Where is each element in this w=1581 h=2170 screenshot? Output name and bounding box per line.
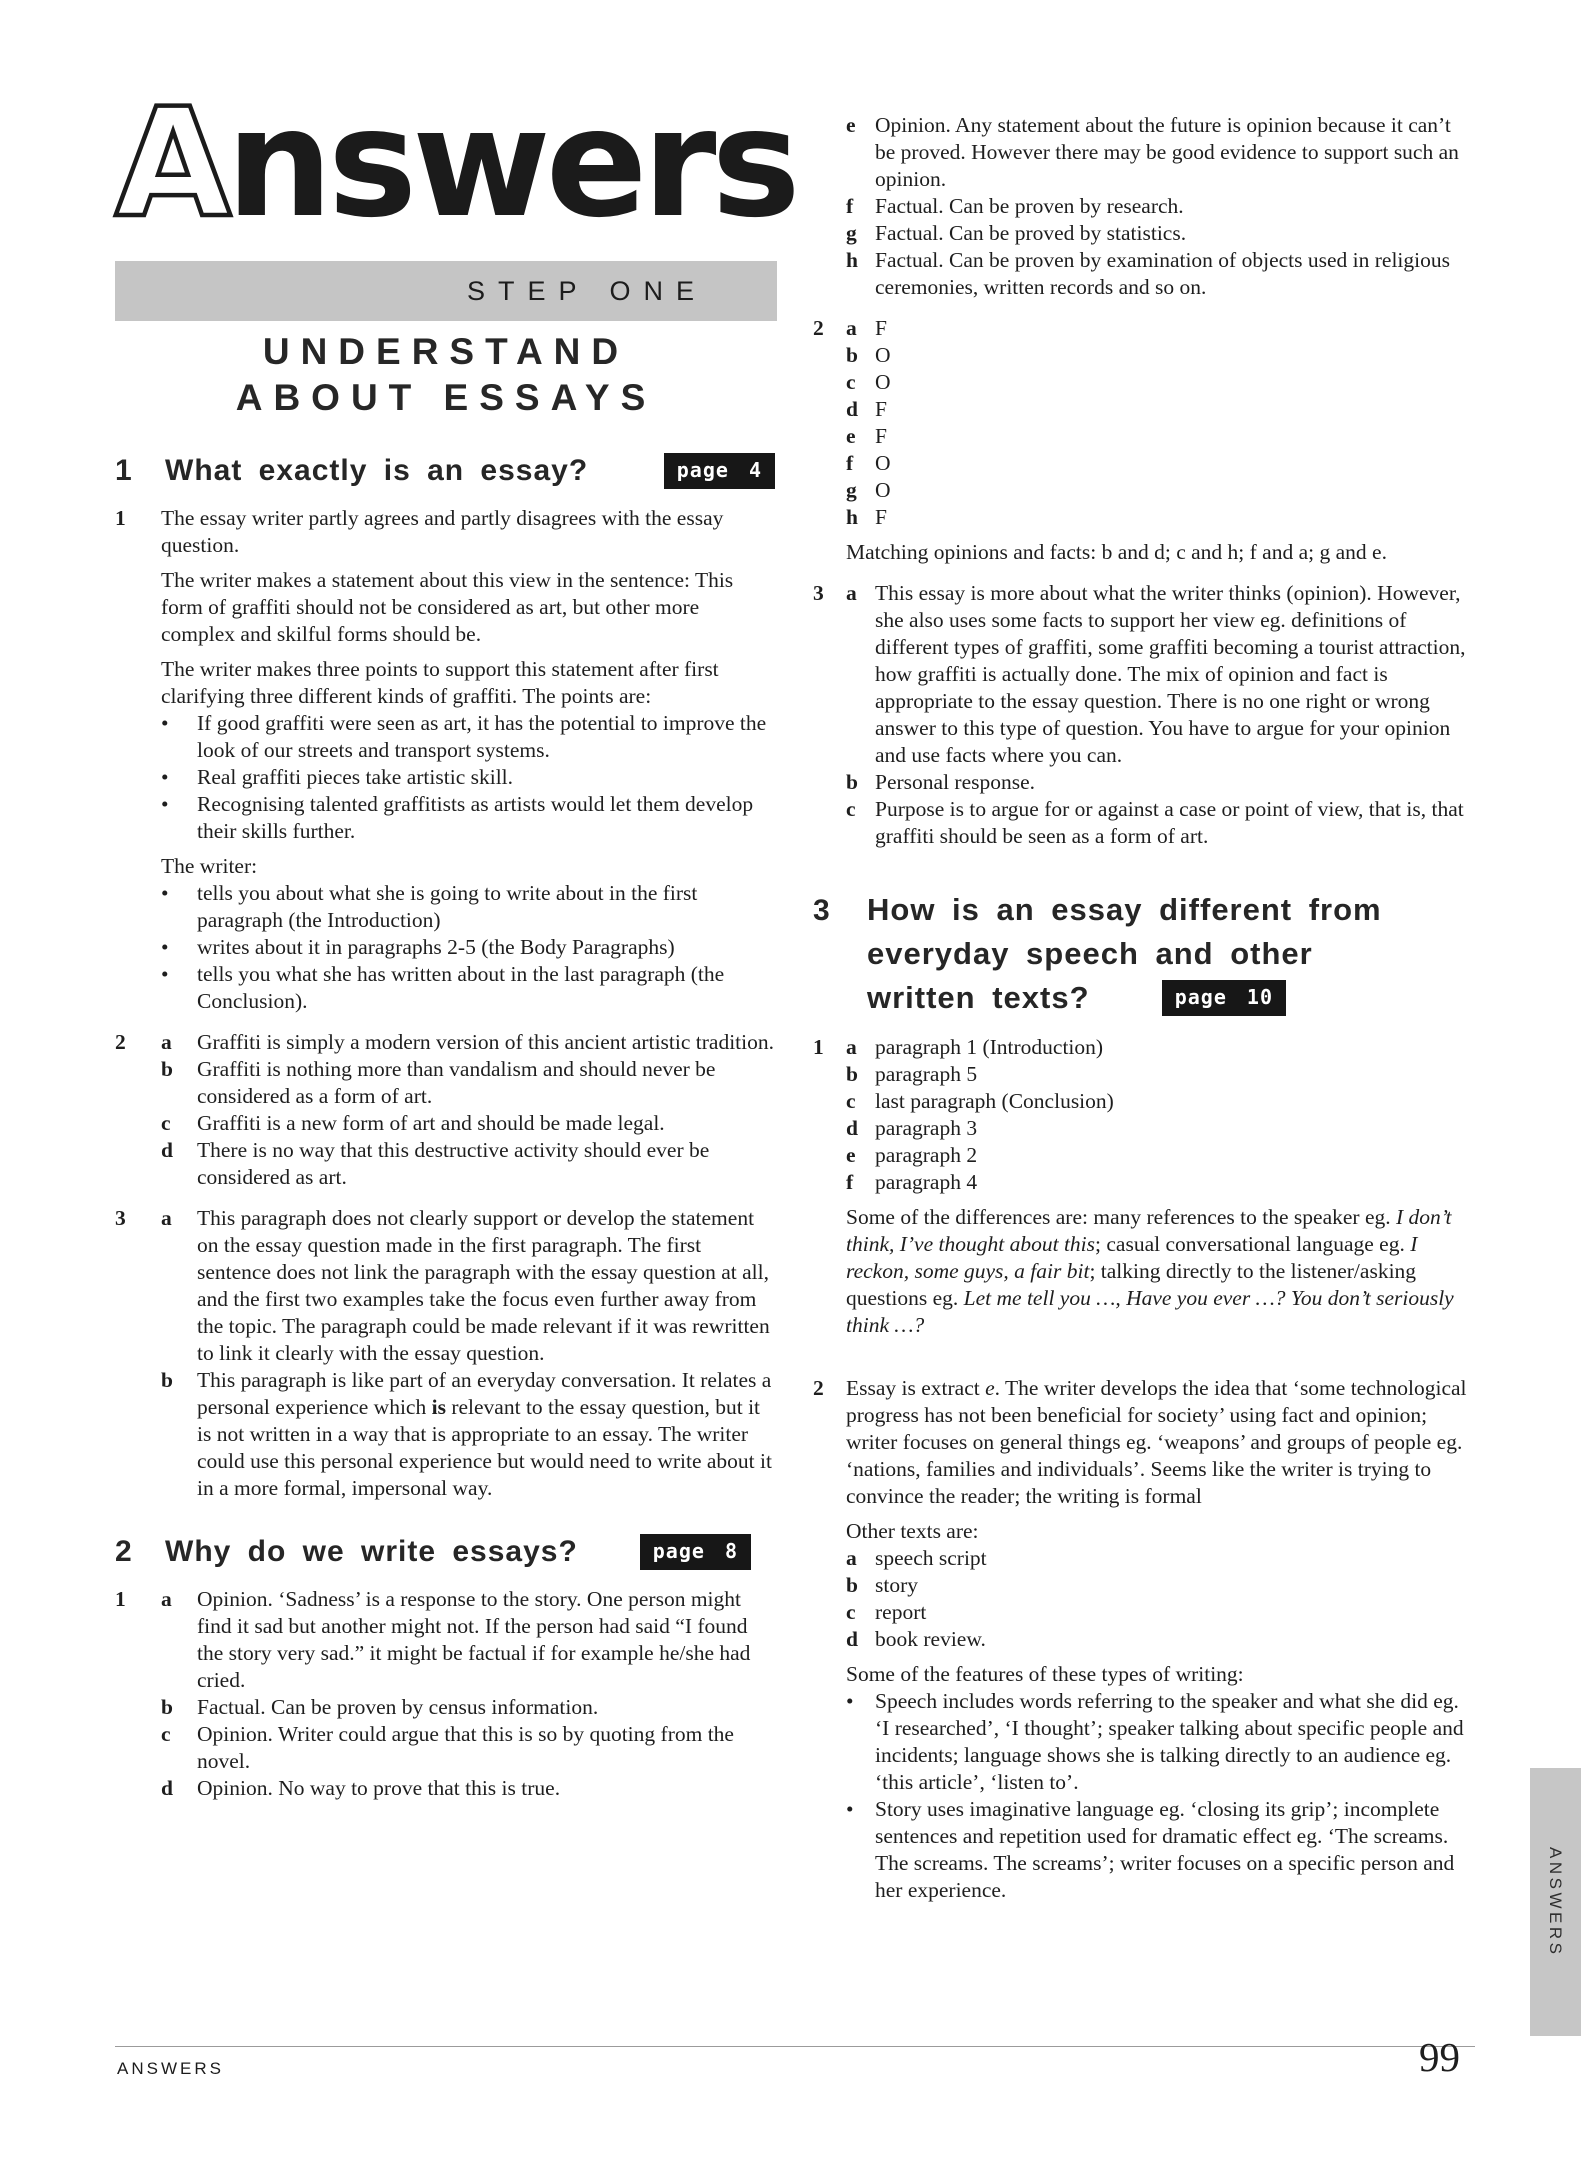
answer-paragraph: Essay is extract e. The writer develops the idea that ‘some technological progress has not been beneficial for society’ using fact and opinion; writer focuses on general things eg. ‘weapons’ and groups of people eg. ‘nations, families and individuals’. Seems like the writer is trying to convince the reader; the writing is formal	[846, 1375, 1467, 1508]
answer-item-2-3	[813, 580, 1475, 850]
item-number: 1	[813, 1035, 824, 1059]
answer-text: paragraph 3	[875, 1116, 978, 1140]
page-badge: page 10	[1162, 980, 1286, 1016]
item-number	[813, 112, 846, 301]
answer-value: O	[875, 343, 891, 367]
item-number: 2	[813, 1375, 824, 1400]
item-number: 3	[813, 581, 824, 605]
fact-opinion-row-e	[846, 423, 1475, 450]
answer-paragraph: Other texts are:	[846, 1518, 979, 1543]
letter-label: b	[161, 1695, 173, 1719]
letter-label: f	[846, 1170, 854, 1194]
side-tab-label: ANSWERS	[1546, 1846, 1565, 1958]
letter-label: a	[846, 1035, 857, 1059]
answer-text: Factual. Can be proven by census information.	[197, 1695, 599, 1719]
answer-text: This paragraph does not clearly support or develop the statement on the essay question made in the first paragraph. The first sentence does not link the paragraph with the essay question at all, and the first two examples take the focus even further away from the topic. The paragraph could be made relevant if it was rewritten to link it clearly with the essay question.	[197, 1206, 770, 1365]
bullet-item	[161, 710, 777, 764]
bullet-text: tells you about what she is going to write about in the first paragraph (the Introduction)	[197, 881, 698, 932]
answer-row-d	[161, 1137, 777, 1191]
answers-side-tab	[1530, 1768, 1581, 2036]
item-body	[846, 580, 1475, 850]
fact-opinion-row-c	[846, 369, 1475, 396]
answer-value: O	[875, 478, 891, 502]
answer-item-1-2	[115, 1029, 777, 1191]
answer-text: paragraph 5	[875, 1062, 978, 1086]
answer-row-a	[846, 580, 1475, 769]
fact-opinion-row-a	[846, 315, 1475, 342]
letter-label: f	[846, 451, 854, 475]
answer-text: Purpose is to argue for or against a case or point of view, that is, that graffiti should be seen as a form of art.	[875, 797, 1464, 848]
letter-label: a	[161, 1030, 172, 1054]
section-3-heading	[813, 888, 1475, 1020]
bullet-item	[846, 1796, 1475, 1904]
fact-opinion-row-f	[846, 450, 1475, 477]
answer-text: Graffiti is a new form of art and should be made legal.	[197, 1111, 665, 1135]
answer-item-1-1	[115, 505, 777, 1015]
letter-label: e	[846, 424, 856, 448]
page-badge: page 8	[640, 1534, 751, 1570]
bullet-icon: •	[846, 1688, 854, 1713]
differences-note: Some of the differences are: many references to the speaker eg. I don’t think, I’ve thought about this; casual conversational language eg. I reckon, some guys, a fair bit; talking directly to the listener/asking questions eg. Let me tell you …, Have you ever …? You don’t seriously think …?	[846, 1205, 1454, 1337]
bullet-item	[846, 1688, 1475, 1796]
section-number: 3	[813, 894, 831, 927]
item-body	[161, 1205, 777, 1502]
bullet-text: Recognising talented graffitists as artists would let them develop their skills further.	[197, 792, 754, 843]
letter-label: g	[846, 221, 857, 245]
bullet-icon: •	[161, 962, 169, 986]
answer-text: There is no way that this destructive activity should ever be considered as art.	[197, 1138, 710, 1189]
item-number: 2	[115, 1030, 126, 1054]
item-number: 1	[115, 506, 126, 530]
letter-label: b	[846, 343, 858, 367]
letter-label: b	[846, 1572, 858, 1597]
bullet-icon: •	[161, 881, 169, 905]
item-body	[161, 1029, 777, 1191]
letter-label: c	[846, 797, 856, 821]
answer-row-a	[161, 1205, 777, 1367]
answer-row-c	[846, 796, 1475, 850]
answer-row-c	[161, 1110, 777, 1137]
answer-row-h	[846, 247, 1475, 301]
right-column	[813, 112, 1475, 1904]
left-column	[115, 77, 796, 1802]
answer-item-2-1	[115, 1586, 777, 1802]
answer-value: F	[875, 505, 887, 529]
bullet-text: Speech includes words referring to the speaker and what she did eg. ‘I researched’, ‘I thought’; speaker talking about specific people and incidents; language shows she is talking directly to an audience eg. ‘this article’, ‘listen to’.	[875, 1688, 1464, 1794]
letter-label: b	[161, 1057, 173, 1081]
section-title-line3-row	[867, 976, 1475, 1020]
matching-note: Matching opinions and facts: b and d; c and h; f and a; g and e.	[846, 540, 1387, 564]
answer-item-1-3	[115, 1205, 777, 1502]
answer-text: Factual. Can be proven by research.	[875, 194, 1184, 218]
letter-label: a	[161, 1206, 172, 1230]
letter-label: e	[846, 113, 856, 137]
step-banner	[115, 261, 777, 321]
letter-label: a	[161, 1587, 172, 1611]
answer-row-b	[161, 1694, 777, 1721]
title-outlined-letter: A	[115, 77, 227, 251]
bullet-item	[161, 764, 777, 791]
answer-text: paragraph 2	[875, 1143, 978, 1167]
answer-row-a	[161, 1586, 777, 1694]
item-number: 3	[115, 1206, 126, 1230]
item-body	[846, 315, 1475, 566]
page-title	[115, 77, 796, 251]
answer-text: Opinion. ‘Sadness’ is a response to the story. One person might find it sad but another might not. If the person had said “I found the story very sad.” it might be factual if for example he/she had cried.	[197, 1587, 751, 1692]
answer-row-a	[846, 1034, 1475, 1061]
letter-label: h	[846, 248, 858, 272]
answer-value: F	[875, 397, 887, 421]
answer-paragraph: The writer makes a statement about this view in the sentence: This form of graffiti should not be considered as art, but other more complex and skilful forms should be.	[161, 568, 734, 646]
answer-text: Opinion. Writer could argue that this is so by quoting from the novel.	[197, 1722, 734, 1773]
answer-text: Factual. Can be proven by examination of objects used in religious ceremonies, written records and so on.	[875, 248, 1450, 299]
letter-label: d	[161, 1776, 173, 1800]
answer-row-d	[846, 1626, 1475, 1653]
answer-text: Opinion. No way to prove that this is true.	[197, 1776, 561, 1800]
answer-row-f	[846, 1169, 1475, 1196]
answer-item-3-2	[813, 1375, 1475, 1904]
bullet-text: tells you what she has written about in the last paragraph (the Conclusion).	[197, 962, 725, 1013]
answer-text: Personal response.	[875, 770, 1036, 794]
answer-paragraph: The essay writer partly agrees and partly disagrees with the essay question.	[161, 506, 724, 557]
answer-row-d	[161, 1775, 777, 1802]
footer-rule	[115, 2046, 1475, 2047]
answer-row-b	[161, 1367, 777, 1502]
item-body	[846, 112, 1475, 301]
section-2-heading	[115, 1532, 777, 1572]
item-body	[846, 1034, 1475, 1361]
answer-row-c	[161, 1721, 777, 1775]
item-number: 2	[813, 316, 824, 340]
answer-text: last paragraph (Conclusion)	[875, 1089, 1114, 1113]
answer-text: Factual. Can be proved by statistics.	[875, 221, 1187, 245]
letter-label: d	[846, 1116, 858, 1140]
bullet-item	[161, 791, 777, 845]
answer-item-2-2	[813, 315, 1475, 566]
answer-paragraph: The writer:	[161, 854, 258, 878]
fact-opinion-row-b	[846, 342, 1475, 369]
bullet-text: If good graffiti were seen as art, it has the potential to improve the look of our streets and transport systems.	[197, 711, 767, 762]
answer-paragraph: Some of the features of these types of writing:	[846, 1661, 1244, 1686]
page-badge: page 4	[664, 453, 775, 489]
letter-label: c	[161, 1111, 171, 1135]
answer-row-b	[161, 1056, 777, 1110]
bullet-icon: •	[161, 792, 169, 816]
section-title	[867, 888, 1475, 1020]
answer-row-c	[846, 1088, 1475, 1115]
fact-opinion-row-h	[846, 504, 1475, 531]
answer-item-2-1-cont	[813, 112, 1475, 301]
answer-row-e	[846, 1142, 1475, 1169]
title-rest: nswers	[226, 77, 796, 251]
unit-heading-line1: UNDERSTAND	[262, 331, 630, 372]
answer-text: Opinion. Any statement about the future is opinion because it can’t be proved. However there may be good evidence to support such an opinion.	[875, 113, 1459, 191]
letter-label: a	[846, 316, 857, 340]
bullet-icon: •	[161, 765, 169, 789]
letter-label: b	[161, 1368, 173, 1392]
fact-opinion-row-d	[846, 396, 1475, 423]
answer-text: book review.	[875, 1626, 986, 1651]
answer-item-3-1	[813, 1034, 1475, 1361]
fact-opinion-row-g	[846, 477, 1475, 504]
letter-label: b	[846, 1062, 858, 1086]
letter-label: g	[846, 478, 857, 502]
section-title: Why do we write essays?	[165, 1535, 578, 1568]
answer-value: O	[875, 451, 891, 475]
unit-heading-line2: ABOUT ESSAYS	[235, 377, 657, 418]
answer-row-g	[846, 220, 1475, 247]
letter-label: b	[846, 770, 858, 794]
letter-label: c	[846, 1089, 856, 1113]
letter-label: d	[161, 1138, 173, 1162]
letter-label: a	[846, 581, 857, 605]
answer-text: Graffiti is simply a modern version of this ancient artistic tradition.	[197, 1030, 774, 1054]
answer-row-d	[846, 1115, 1475, 1142]
letter-label: c	[846, 1599, 856, 1624]
section-title-line2: everyday speech and other	[867, 936, 1313, 971]
bullet-icon: •	[161, 935, 169, 959]
answer-text: This paragraph is like part of an everyday conversation. It relates a personal experience which is relevant to the essay question, but it is not written in a way that is appropriate to an essay. The writer could use this personal experience but would need to write about it in a more formal, impersonal way.	[197, 1368, 772, 1500]
answer-row-a	[846, 1545, 1475, 1572]
answer-text: story	[875, 1572, 918, 1597]
item-number: 1	[115, 1587, 126, 1611]
answer-row-b	[846, 1572, 1475, 1599]
footer-running-head: ANSWERS	[117, 2059, 224, 2078]
letter-label: c	[161, 1722, 171, 1746]
answer-row-b	[846, 1061, 1475, 1088]
answer-row-c	[846, 1599, 1475, 1626]
bullet-text: writes about it in paragraphs 2-5 (the Body Paragraphs)	[197, 935, 675, 959]
bullet-item	[161, 961, 777, 1015]
bullet-icon: •	[161, 711, 169, 735]
item-body	[846, 1375, 1475, 1904]
bullet-icon: •	[846, 1796, 854, 1821]
section-1-heading	[115, 451, 777, 491]
bullet-text: Real graffiti pieces take artistic skill.	[197, 765, 514, 789]
page-number: 99	[1419, 2034, 1460, 2080]
answer-text: paragraph 1 (Introduction)	[875, 1035, 1104, 1059]
bullet-item	[161, 880, 777, 934]
answer-paragraph: The writer makes three points to support this statement after first clarifying three different kinds of graffiti. The points are:	[161, 657, 719, 708]
section-title: What exactly is an essay?	[165, 454, 589, 487]
letter-label: a	[846, 1545, 857, 1570]
unit-heading	[115, 329, 777, 421]
bullet-item	[161, 934, 777, 961]
answer-value: F	[875, 316, 887, 340]
letter-label: e	[846, 1143, 856, 1167]
answer-text: This essay is more about what the writer thinks (opinion). However, she also uses some facts to support her view eg. definitions of different types of graffiti, some graffiti becoming a tourist attraction, how graffiti is actually done. The mix of opinion and fact is appropriate to the essay question. There is no one right or wrong answer to this type of question. You have to argue for your opinion and use facts where you can.	[875, 581, 1466, 767]
section-number: 1	[115, 454, 133, 487]
letter-label: d	[846, 397, 858, 421]
section-title-line1: How is an essay different from	[867, 892, 1382, 927]
answer-row-a	[161, 1029, 777, 1056]
bullet-text: Story uses imaginative language eg. ‘closing its grip’; incomplete sentences and repetition used for dramatic effect eg. ‘The screams. The screams. The screams’; writer focuses on a specific person and her experience.	[875, 1796, 1455, 1902]
answer-row-f	[846, 193, 1475, 220]
answer-text: Graffiti is nothing more than vandalism and should never be considered as a form of art.	[197, 1057, 716, 1108]
answer-text: report	[875, 1599, 927, 1624]
answer-value: F	[875, 424, 887, 448]
answer-row-e	[846, 112, 1475, 193]
answer-text: paragraph 4	[875, 1170, 978, 1194]
letter-label: h	[846, 505, 858, 529]
section-title-line3: written texts?	[867, 980, 1090, 1015]
item-body	[161, 1586, 777, 1802]
answer-text: speech script	[875, 1545, 987, 1570]
answer-row-b	[846, 769, 1475, 796]
letter-label: d	[846, 1626, 858, 1651]
answer-value: O	[875, 370, 891, 394]
letter-label: c	[846, 370, 856, 394]
step-banner-label: STEP ONE	[466, 275, 707, 306]
letter-label: f	[846, 194, 854, 218]
section-number: 2	[115, 1535, 133, 1568]
item-body	[161, 505, 777, 1015]
